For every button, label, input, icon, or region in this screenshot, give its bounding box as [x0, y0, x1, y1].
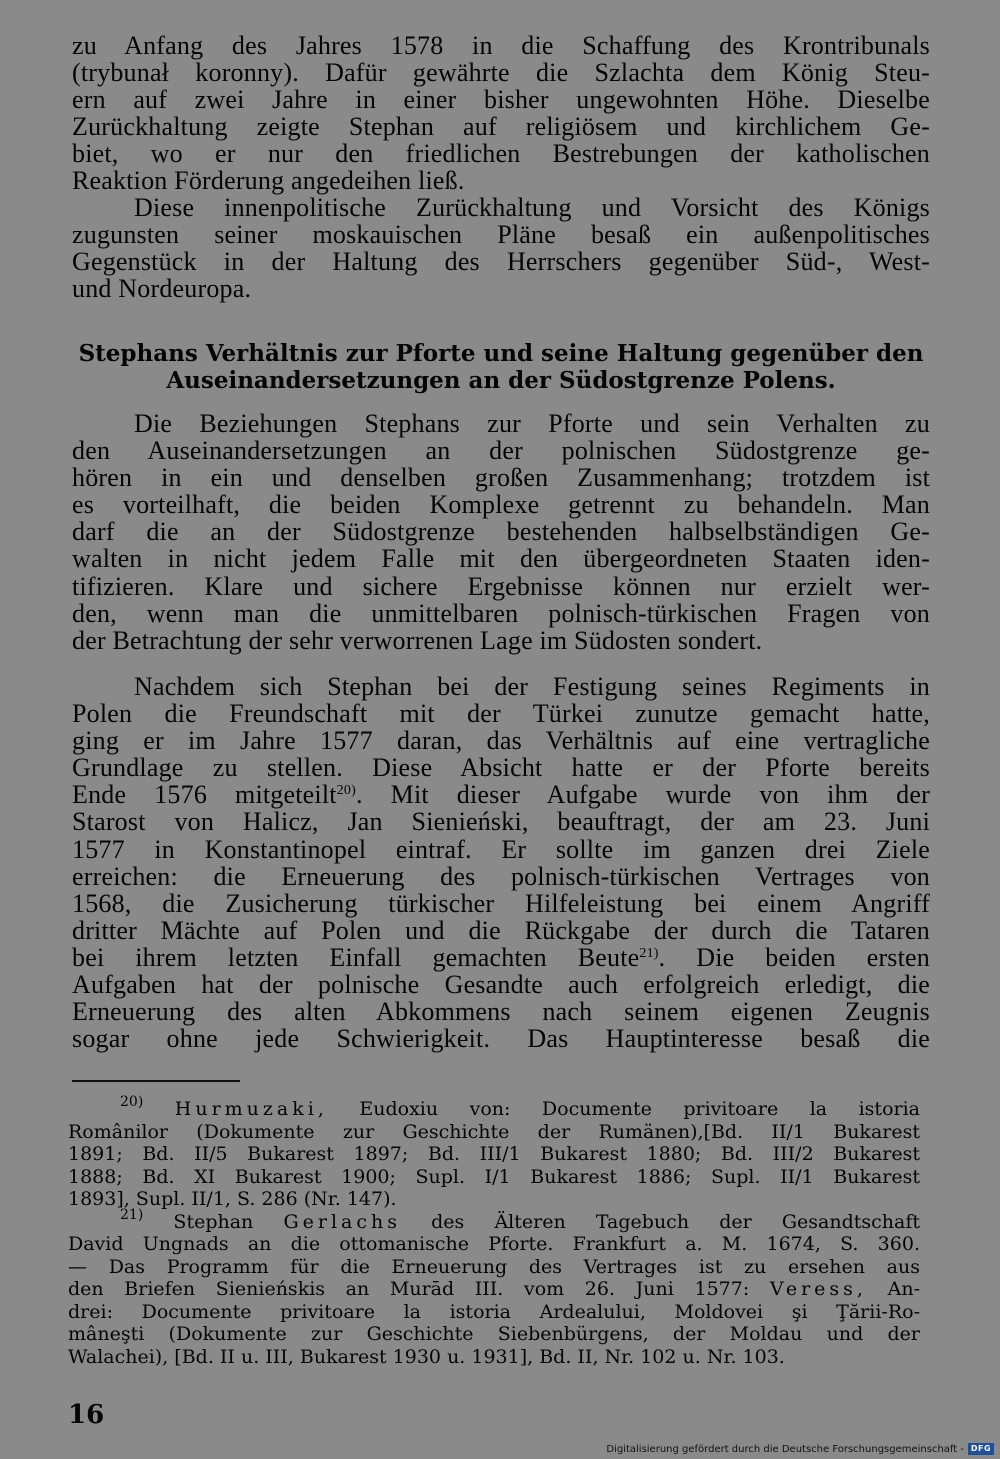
text-line: tifizieren. Klare und sichere Ergebnisse können nur erzielt wer-	[72, 571, 930, 601]
text-segment: Eudoxiu von: Documente privitoare la istoria	[327, 1098, 920, 1120]
footnote-21-line: drei: Documente privitoare la istoria Ardealului, Moldovei şi Ţării-Ro-	[68, 1300, 920, 1323]
text-segment: . Mit dieser Aufgabe wurde von ihm der	[355, 780, 930, 810]
text-line: walten in nicht jedem Falle mit den übergeordneten Staaten iden-	[72, 544, 930, 574]
credit-text: Digitalisierung gefördert durch die Deutsche Forschungsgemeinschaft -	[606, 1443, 964, 1455]
footnote-20-line: 1893], Supl. II/1, S. 286 (Nr. 147).	[68, 1188, 397, 1210]
text-segment: des Älteren Tagebuch der Gesandtschaft	[401, 1210, 920, 1233]
footnote-21-line	[68, 1206, 920, 1234]
section-paragraph-1	[72, 410, 930, 654]
footnote-21-line: David Ungnads an die ottomanische Pforte. Frankfurt a. M. 1674, S. 360.	[68, 1233, 920, 1255]
text-segment: Ende 1576 mitgeteilt	[72, 780, 337, 810]
text-line-with-footnote	[72, 781, 930, 808]
intro-paragraph-1	[72, 32, 930, 195]
text-line: den, wenn man die unmittelbaren polnisch-türkischen Fragen von	[72, 598, 930, 628]
text-line: Erneuerung des alten Abkommens nach seinem eigenen Zeugnis	[72, 997, 930, 1027]
text-line: Gegenstück in der Haltung des Herrschers gegenüber Süd-, West-	[72, 247, 930, 277]
text-line: darf die an der Südostgrenze bestehenden halbselbständigen Ge-	[72, 517, 930, 547]
text-line: ern auf zwei Jahre in einer bisher ungewohnten Höhe. Dieselbe	[72, 85, 930, 115]
footnote-20-line: Românilor (Dokumente zur Geschichte der Rumänen),[Bd. II/1 Bukarest	[68, 1120, 920, 1143]
footnote-20-line: 1888; Bd. XI Bukarest 1900; Supl. I/1 Bukarest 1886; Supl. II/1 Bukarest	[68, 1165, 920, 1188]
footnote-21-line: Walachei), [Bd. II u. III, Bukarest 1930 u. 1931], Bd. II, Nr. 102 u. Nr. 103.	[68, 1345, 785, 1368]
text-line: Die Beziehungen Stephans zur Pforte und sein Verhalten zu	[134, 409, 930, 438]
text-line: den Auseinandersetzungen an der polnischen Südostgrenze ge-	[72, 436, 930, 466]
section-heading	[72, 340, 930, 394]
page-number: 16	[68, 1400, 105, 1430]
text-segment: . Die beiden ersten	[658, 942, 930, 972]
text-line: biet, wo er nur den friedlichen Bestrebungen der katholischen	[72, 139, 930, 169]
text-line: es vorteilhaft, die beiden Komplexe getrennt zu behandeln. Man	[72, 490, 930, 520]
section-paragraph-2	[72, 673, 930, 1052]
footnote-marker-21: 21)	[120, 1206, 144, 1223]
text-line: erreichen: die Erneuerung des polnisch-türkischen Vertrages von	[72, 861, 930, 891]
intro-paragraph-2	[72, 194, 930, 302]
text-segment: An-	[866, 1278, 920, 1300]
text-line: und Nordeuropa.	[72, 274, 252, 304]
text-line: ging er im Jahre 1577 daran, das Verhältnis auf eine vertragliche	[72, 726, 930, 756]
footnote-20-line: 1891; Bd. II/5 Bukarest 1897; Bd. III/1 Bukarest 1880; Bd. III/2 Bukarest	[68, 1143, 920, 1165]
text-line-with-footnote	[72, 944, 930, 971]
text-line: Diese innenpolitische Zurückhaltung und Vorsicht des Königs	[134, 193, 930, 222]
heading-line: Auseinandersetzungen an der Südostgrenze Polens.	[166, 367, 836, 394]
footnote-21-line	[68, 1278, 920, 1301]
text-line: 1577 in Konstantinopel eintraf. Er sollte im ganzen drei Ziele	[72, 834, 930, 864]
footnote-21-line: — Das Programm für die Erneuerung des Vertrages ist zu ersehen aus	[68, 1255, 920, 1278]
digitization-credit	[606, 1443, 994, 1455]
text-line: Reaktion Förderung angedeihen ließ.	[72, 166, 465, 196]
heading-line: Stephans Verhältnis zur Pforte und seine Haltung gegenüber den	[78, 340, 924, 367]
text-line: hören in ein und denselben großen Zusammenhang; trotzdem ist	[72, 463, 930, 493]
text-line: (trybunał koronny). Dafür gewährte die Szlachta dem König Steu-	[72, 58, 930, 88]
text-line: 1568, die Zusicherung türkischer Hilfeleistung bei einem Angriff	[72, 888, 930, 918]
text-line: der Betrachtung der sehr verworrenen Lage im Südosten sondert.	[72, 625, 763, 655]
text-line: zu Anfang des Jahres 1578 in die Schaffung des Krontribunals	[72, 31, 930, 60]
text-line: Aufgaben hat der polnische Gesandte auch erfolgreich erledigt, die	[72, 970, 930, 1000]
text-line: Starost von Halicz, Jan Sienieński, beauftragt, der am 23. Juni	[72, 807, 930, 837]
footnotes	[68, 1094, 920, 1368]
text-line: Grundlage zu stellen. Diese Absicht hatte er der Pforte bereits	[72, 753, 930, 783]
text-line: Nachdem sich Stephan bei der Festigung seines Regiments in	[134, 672, 930, 701]
text-segment: bei ihrem letzten Einfall gemachten Beute	[72, 942, 640, 972]
footnote-ref-21[interactable]: 21)	[639, 945, 659, 961]
footnote-20-line	[68, 1094, 920, 1121]
footnote-author: Gerlachs	[283, 1210, 401, 1233]
footnote-21-line: mâneşti (Dokumente zur Geschichte Siebenbürgens, der Moldau und der	[68, 1323, 920, 1345]
dfg-logo-icon[interactable]: DFG	[968, 1443, 994, 1455]
text-segment: Stephan	[143, 1210, 284, 1233]
footnote-ref-20[interactable]: 20)	[336, 783, 356, 799]
text-line: Polen die Freundschaft mit der Türkei zunutze gemacht hatte,	[72, 699, 930, 729]
footnote-marker-20: 20)	[120, 1094, 144, 1110]
footnote-divider	[72, 1080, 240, 1082]
text-line: dritter Mächte auf Polen und die Rückgabe der durch die Tataren	[72, 915, 930, 945]
text-line: sogar ohne jede Schwierigkeit. Das Hauptinteresse besaß die	[72, 1024, 930, 1054]
text-line: Zurückhaltung zeigte Stephan auf religiösem und kirchlichem Ge-	[72, 112, 930, 142]
text-segment: den Briefen Sienieńskis an Murād III. vom 26. Juni 1577:	[68, 1278, 770, 1300]
text-line: zugunsten seiner moskauischen Pläne besaß ein außenpolitisches	[72, 220, 930, 250]
footnote-author: Veress,	[769, 1278, 867, 1300]
footnote-author: Hurmuzaki,	[174, 1098, 328, 1120]
